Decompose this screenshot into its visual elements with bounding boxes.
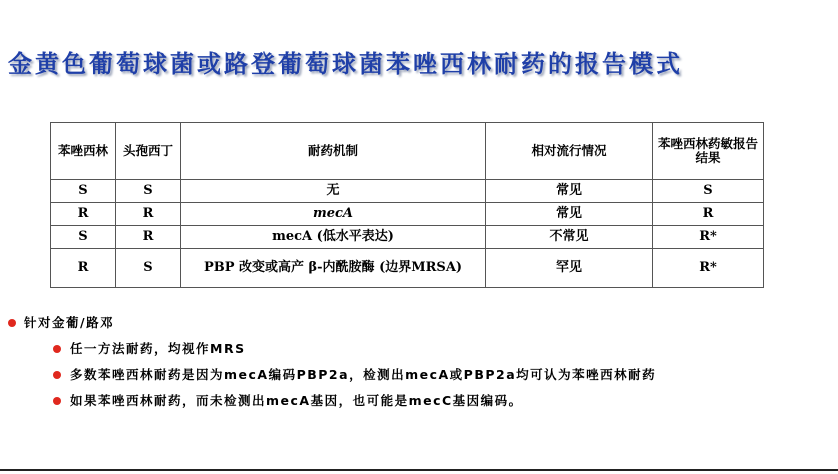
cell-mechanism: mecA [181, 203, 486, 226]
cell-cefoxitin: S [116, 180, 181, 203]
table-row [51, 180, 764, 203]
bullet-sub [6, 340, 656, 366]
header-mechanism: 耐药机制 [181, 123, 486, 180]
cell-prevalence: 常见 [486, 203, 653, 226]
cell-report: R [653, 203, 764, 226]
bullet-sub [6, 366, 656, 392]
bullet-sub-text: 任一方法耐药，均视作MRS [70, 341, 246, 356]
cell-prevalence: 常见 [486, 180, 653, 203]
bullet-sub [6, 392, 656, 418]
cell-report: R* [653, 226, 764, 249]
cell-oxacillin: R [51, 203, 116, 226]
bullet-dot-icon [53, 397, 61, 405]
cell-cefoxitin: R [116, 203, 181, 226]
header-oxacillin: 苯唑西林 [51, 123, 116, 180]
cell-mechanism: mecA (低水平表达) [181, 226, 486, 249]
table-row [51, 226, 764, 249]
cell-cefoxitin: R [116, 226, 181, 249]
cell-mechanism: 无 [181, 180, 486, 203]
cell-oxacillin: S [51, 180, 116, 203]
cell-report: R* [653, 249, 764, 288]
cell-mechanism: PBP 改变或高产 β-内酰胺酶 (边界MRSA) [181, 249, 486, 288]
cell-oxacillin: R [51, 249, 116, 288]
cell-oxacillin: S [51, 226, 116, 249]
cell-report: S [653, 180, 764, 203]
cell-prevalence: 不常见 [486, 226, 653, 249]
cell-prevalence: 罕见 [486, 249, 653, 288]
table-row [51, 203, 764, 226]
report-table [50, 122, 764, 288]
bullet-dot-icon [53, 345, 61, 353]
bottom-divider [0, 469, 838, 471]
bullet-main-text: 针对金葡/路邓 [24, 315, 115, 330]
cell-cefoxitin: S [116, 249, 181, 288]
table-header-row [51, 123, 764, 180]
header-cefoxitin: 头孢西丁 [116, 123, 181, 180]
bullet-list [6, 314, 656, 418]
header-prevalence: 相对流行情况 [486, 123, 653, 180]
table-row [51, 249, 764, 288]
bullet-main [6, 314, 656, 340]
bullet-dot-icon [8, 319, 16, 327]
bullet-dot-icon [53, 371, 61, 379]
bullet-sub-text: 多数苯唑西林耐药是因为mecA编码PBP2a，检测出mecA或PBP2a均可认为苯唑西林耐药 [70, 367, 657, 382]
page-title: 金黄色葡萄球菌或路登葡萄球菌苯唑西林耐药的报告模式 [8, 50, 683, 78]
header-report: 苯唑西林药敏报告结果 [653, 123, 764, 180]
bullet-sub-text: 如果苯唑西林耐药，而未检测出mecA基因，也可能是mecC基因编码。 [70, 393, 523, 408]
